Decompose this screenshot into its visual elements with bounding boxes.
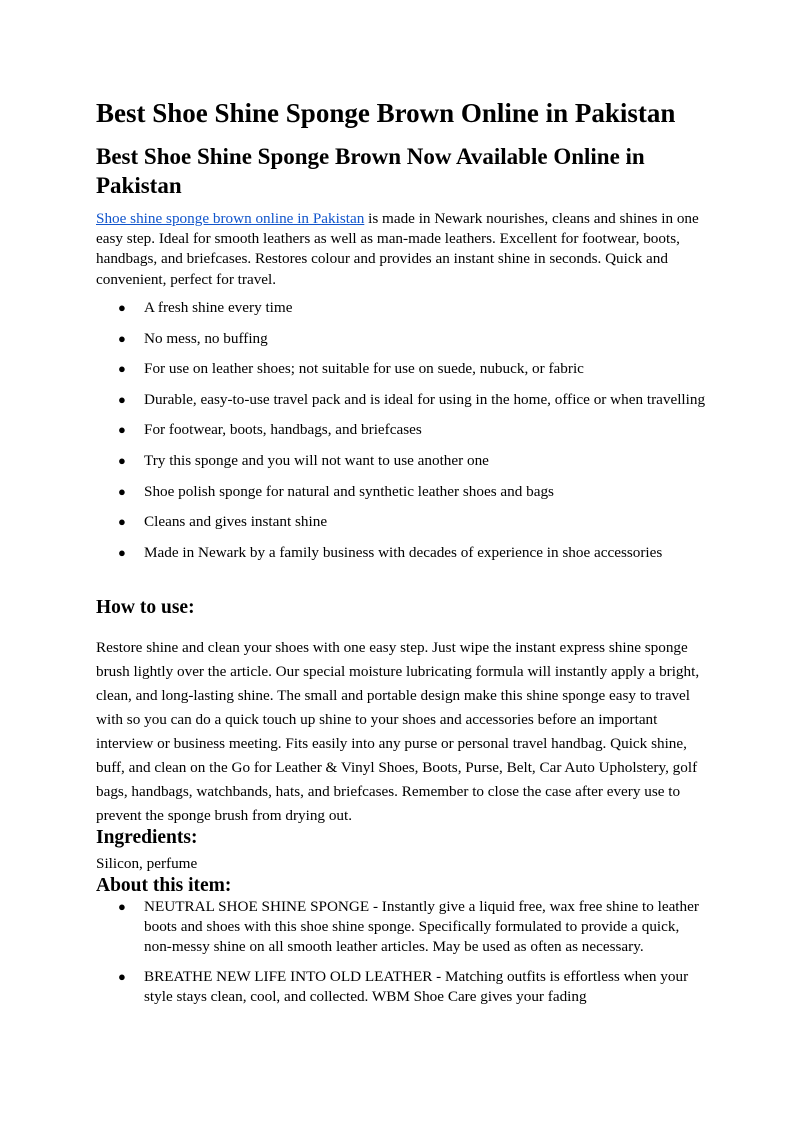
ingredients-text: Silicon, perfume (96, 855, 198, 872)
intro-paragraph (96, 209, 701, 290)
list-item: ● BREATHE NEW LIFE INTO OLD LEATHER - Matching outfits is effortless when your style stays clean, cool, and collected. WBM Shoe Care gives your fading (118, 967, 689, 1005)
how-to-use-heading: How to use: (96, 597, 195, 618)
bullet-icon: ● (118, 422, 126, 438)
ingredients-heading: Ingredients: (96, 827, 198, 848)
how-to-use-paragraph: Restore shine and clean your shoes with one easy step. Just wipe the instant express shine sponge brush lightly over the article. Our special moisture lubricating formula will instantly apply a bright, clean, and long-lasting shine. The small and portable design make this shine sponge easy to travel with so you can do a quick touch up shine to your shoes and accessories before an important interview or business meeting. Fits easily into any purse or personal travel handbag. Quick shine, buff, and clean on the Go for Leather & Vinyl Shoes, Boots, Purse, Belt, Car Auto Upholstery, golf bags, handbags, watchbands, hats, and briefcases. Remember to close the case after every use to prevent the sponge brush from drying out. (96, 639, 700, 824)
bullet-icon: ● (118, 483, 126, 499)
list-item: ● Cleans and gives instant shine (96, 512, 706, 532)
list-item: ● For use on leather shoes; not suitable for use on suede, nubuck, or fabric (96, 359, 706, 379)
list-item: ● For footwear, boots, handbags, and briefcases (96, 420, 706, 440)
bullet-icon: ● (118, 968, 126, 984)
page-subtitle: Best Shoe Shine Sponge Brown Now Available Online in Pakistan (96, 144, 645, 198)
bullet-icon: ● (118, 391, 126, 407)
bullet-icon: ● (118, 330, 126, 346)
bullet-icon: ● (118, 544, 126, 560)
list-item: ● A fresh shine every time (96, 298, 706, 318)
list-item: ● No mess, no buffing (96, 329, 706, 349)
product-link[interactable]: Shoe shine sponge brown online in Pakistan (96, 210, 365, 227)
bullet-icon: ● (118, 899, 126, 914)
list-item: ● Durable, easy-to-use travel pack and is ideal for using in the home, office or when travelling (96, 390, 706, 410)
intro-text: is made in Newark nourishes, cleans and shines in one easy step. Ideal for smooth leathers as well as man-made leathers. Excellent for footwear, boots, handbags, and briefcases. Restores colour and provides an instant shine in seconds. Quick and convenient, perfect for travel. (96, 210, 699, 288)
bullet-icon: ● (118, 300, 126, 315)
list-item: ● Shoe polish sponge for natural and synthetic leather shoes and bags (96, 482, 706, 502)
list-item: ● NEUTRAL SHOE SHINE SPONGE - Instantly give a liquid free, wax free shine to leather boots and shoes with this shoe shine sponge. Specifically formulated to provide a quick, non-messy shine on all smooth leather articles. May be used as often as necessary. (118, 898, 699, 956)
page-title: Best Shoe Shine Sponge Brown Online in Pakistan (96, 98, 676, 128)
list-item: ● Try this sponge and you will not want to use another one (96, 451, 706, 471)
bullet-icon: ● (118, 452, 126, 468)
features-list (96, 298, 706, 573)
bullet-icon: ● (118, 361, 126, 377)
about-list (96, 897, 706, 1016)
list-item: ● Made in Newark by a family business with decades of experience in shoe accessories (96, 543, 706, 563)
about-heading: About this item: (96, 875, 232, 896)
bullet-icon: ● (118, 514, 126, 530)
